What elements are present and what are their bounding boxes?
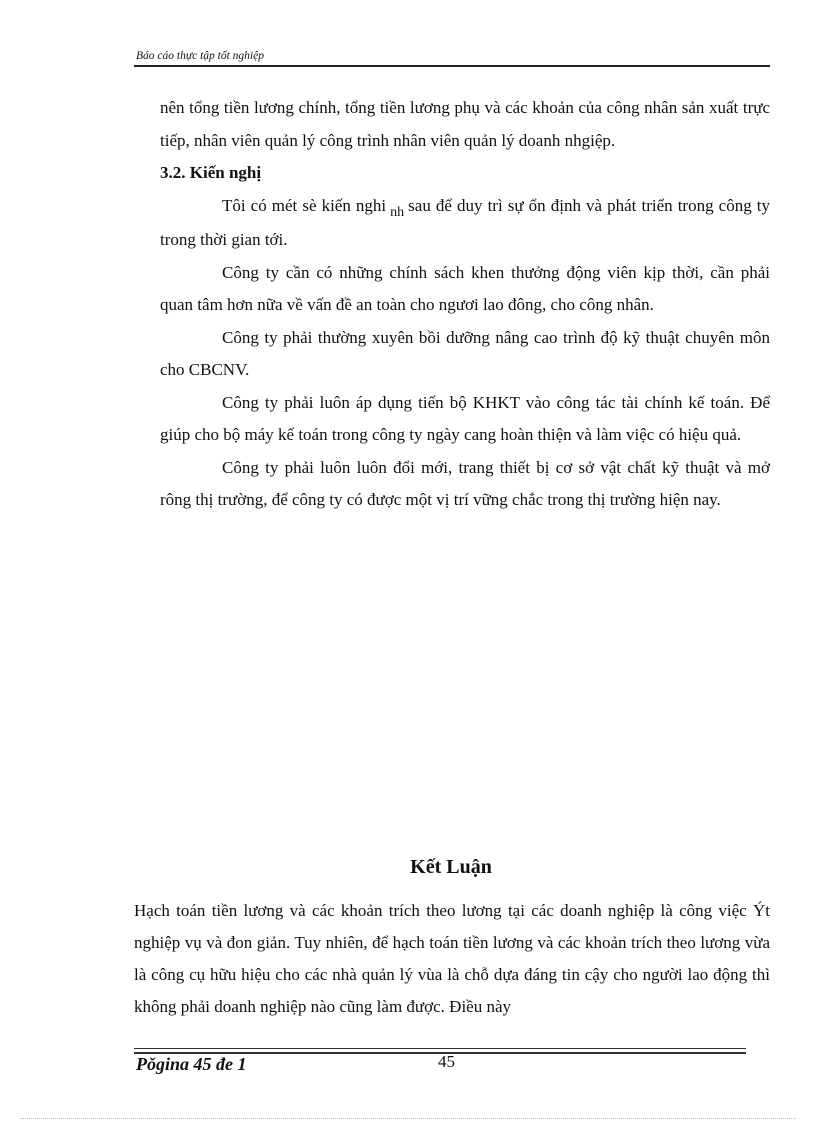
recommendation-paragraph-4: Công ty phải luôn áp dụng tiến bộ KHKT vào công tác tài chính kế toán. Để giúp cho bộ máy kế toán trong công ty ngày cang hoàn thiện và làm việc có hiệu quả. (160, 392, 770, 444)
footer-page-label: Pǒgina 45 đe 1 (136, 1054, 247, 1074)
section-heading: 3.2. Kiến nghị (160, 163, 262, 182)
running-header: Báo cáo thực tập tốt nghiệp (136, 50, 264, 62)
body-section (160, 92, 770, 517)
conclusion-title: Kết Luận (410, 856, 492, 878)
recommendation-paragraph-1 (160, 190, 770, 257)
intro-paragraph: nên tổng tiền lương chính, tổng tiền lương phụ và các khoản của công nhân sản xuất trực tiếp, nhân viên quản lý công trình nhân viên quản lý doanh nhgiệp. (160, 98, 770, 150)
footer-page-number: 45 (438, 1052, 455, 1071)
recommendation-paragraph-5: Công ty phải luôn luôn đổi mới, trang thiết bị cơ sở vật chất kỹ thuật và mở rông thị trường, để công ty có được một vị trí vững chắc trong thị trường hiện nay. (160, 457, 770, 509)
p1-text-before: Tôi có mét sè kiến nghi (222, 195, 387, 215)
p1-subscript: nh (390, 204, 405, 220)
conclusion-paragraph: Hạch toán tiền lương và các khoản trích theo lương tại các doanh nghiệp là công việc Ýt nghiệp vụ và đon giản. Tuy nhiên, để hạch toán tiền lương và các khoản trích theo lương vừa là công cụ hữu hiệu cho các nhà quản lý vùa là chỗ dựa đáng tin cậy cho người lao động thì không phải doanh nghiệp nào cũng làm được. Điều này (134, 901, 770, 1016)
recommendation-paragraph-2: Công ty cần có những chính sách khen thưởng động viên kịp thời, cần phải quan tâm hơn nữa về vấn đề an toàn cho ngươi lao đông, cho công nhân. (160, 262, 770, 314)
header-divider (134, 65, 770, 67)
p1-text-after: sau để duy trì sự ổn định và phát triển trong công ty trong thời gian tới. (160, 195, 770, 249)
page-bottom-border (20, 1118, 796, 1119)
recommendation-paragraph-3: Công ty phải thường xuyên bồi dưỡng nâng cao trình độ kỹ thuật chuyên môn cho CBCNV. (160, 327, 770, 379)
